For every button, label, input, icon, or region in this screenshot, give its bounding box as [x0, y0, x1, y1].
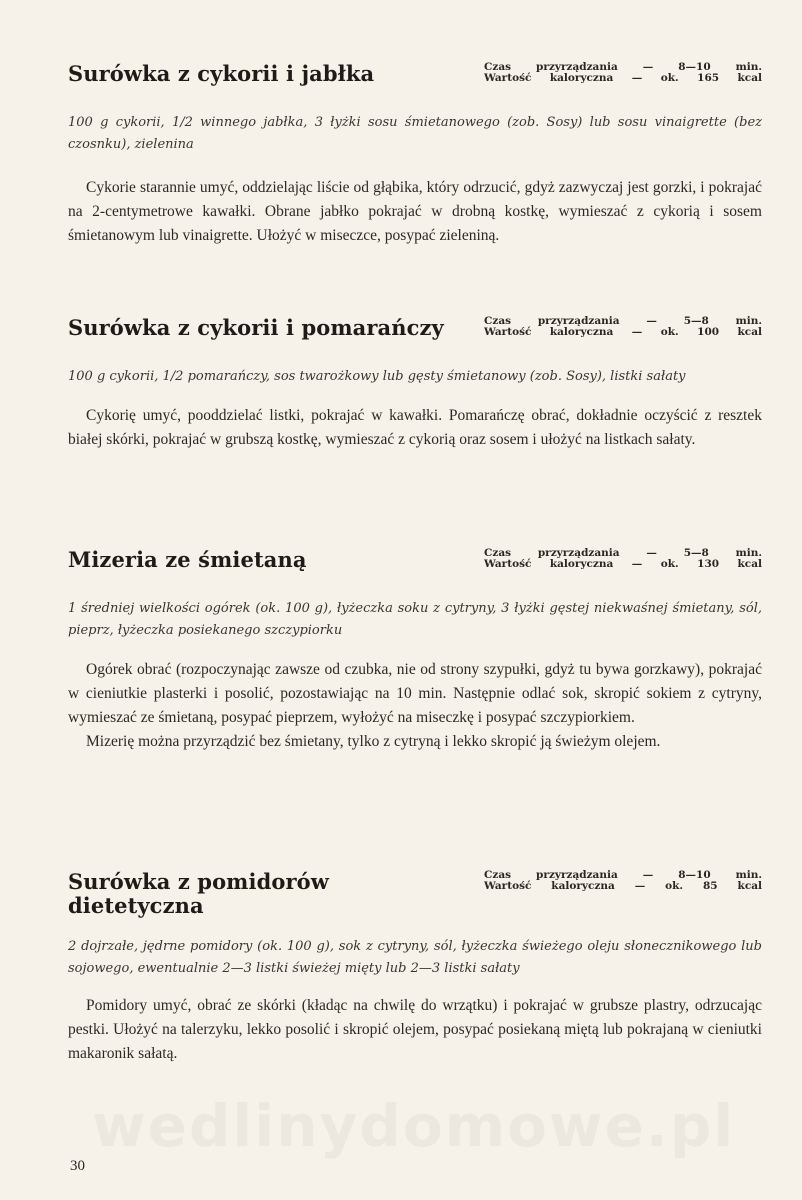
calorie-value: Wartość kaloryczna — ok. 100 kcal [484, 326, 762, 338]
recipe-header [68, 548, 762, 588]
recipe-meta [484, 62, 762, 84]
ingredients-list: 100 g cykorii, 1/2 pomarańczy, sos twarożkowy lub gęsty śmietanowy (zob. Sosy), listki sałaty [68, 369, 686, 384]
prep-time: Czas przyrządzania — 8—10 min. [484, 869, 762, 881]
instructions-paragraph: Cykorie starannie umyć, oddzielając liście od głąbika, który odrzucić, gdyż zazwyczaj jest gorzki, i pokrajać na 2-centymetrowe kawałki. Obrane jabłko pokrajać w drobną kostkę, wymieszać z cykorią i sosem śmietanowym lub vinaigrette. Ułożyć w miseczce, posypać zieleniną. [68, 179, 762, 244]
recipe-title: Surówka z cykorii i jabłka [68, 61, 375, 86]
calorie-value: Wartość kaloryczna — ok. 165 kcal [484, 72, 762, 84]
recipe-meta [484, 316, 762, 338]
page-number: 30 [70, 1158, 85, 1174]
recipe-meta [484, 870, 762, 892]
recipe-mizeria [68, 548, 762, 754]
prep-time: Czas przyrządzania — 5—8 min. [484, 315, 762, 327]
recipe-header [68, 62, 762, 102]
prep-time: Czas przyrządzania — 8—10 min. [484, 61, 762, 73]
instructions-paragraph: Ogórek obrać (rozpoczynając zawsze od czubka, nie od strony szypułki, gdyż tu bywa gorzkawy), pokrajać w cieniutkie plasterki i posolić, pozostawiając na 10 min. Następnie odlać sok, skropić sokiem z cytryny, wymieszać ze śmietaną, posypać pieprzem, wyłożyć na miseczkę i posypać szczypiorkiem. [68, 661, 762, 726]
recipe-title: Mizeria ze śmietaną [68, 547, 307, 572]
calorie-value: Wartość kaloryczna — ok. 85 kcal [484, 880, 762, 892]
prep-time: Czas przyrządzania — 5—8 min. [484, 547, 762, 559]
instructions-paragraph: Pomidory umyć, obrać ze skórki (kładąc na chwilę do wrzątku) i pokrajać w grubsze plastry, odrzucając pestki. Ułożyć na talerzyku, lekko posolić i skropić olejem, posypać posiekaną miętą lub pokrajaną w cieniutki makaronik sałatą. [68, 997, 762, 1062]
instructions-paragraph: Cykorię umyć, pooddzielać listki, pokrajać w kawałki. Pomarańczę obrać, dokładnie oczyścić z resztek białej skórki, pokrajać w grubszą kostkę, wymieszać z cykorią oraz sosem i ułożyć na listkach sałaty. [68, 407, 762, 448]
recipe-pomidory-dietetyczna [68, 870, 762, 1066]
recipe-title: Surówka z pomidorów dietetyczna [68, 869, 329, 918]
recipe-header [68, 870, 762, 928]
calorie-value: Wartość kaloryczna — ok. 130 kcal [484, 558, 762, 570]
ingredients-list: 1 średniej wielkości ogórek (ok. 100 g), łyżeczka soku z cytryny, 3 łyżki gęstej niekwaśnej śmietany, sól, pieprz, łyżeczka posiekanego szczypiorku [68, 601, 762, 638]
ingredients-list: 2 dojrzałe, jędrne pomidory (ok. 100 g), sok z cytryny, sól, łyżeczka świeżego oleju słonecznikowego lub sojowego, ewentualnie 2—3 listki świeżej mięty lub 2—3 listki sałaty [68, 939, 762, 976]
recipe-cykoria-pomarancza [68, 316, 762, 452]
recipe-header [68, 316, 762, 356]
recipe-cykoria-jablko [68, 62, 762, 248]
ingredients-list: 100 g cykorii, 1/2 winnego jabłka, 3 łyżki sosu śmietanowego (zob. Sosy) lub sosu vinaigrette (bez czosnku), zielenina [68, 115, 762, 152]
recipe-title: Surówka z cykorii i pomarańczy [68, 315, 444, 340]
watermark: wedlinydomowe.pl [92, 1092, 736, 1160]
instructions-paragraph: Mizerię można przyrządzić bez śmietany, tylko z cytryną i lekko skropić ją świeżym olejem. [86, 733, 661, 750]
recipe-meta [484, 548, 762, 570]
